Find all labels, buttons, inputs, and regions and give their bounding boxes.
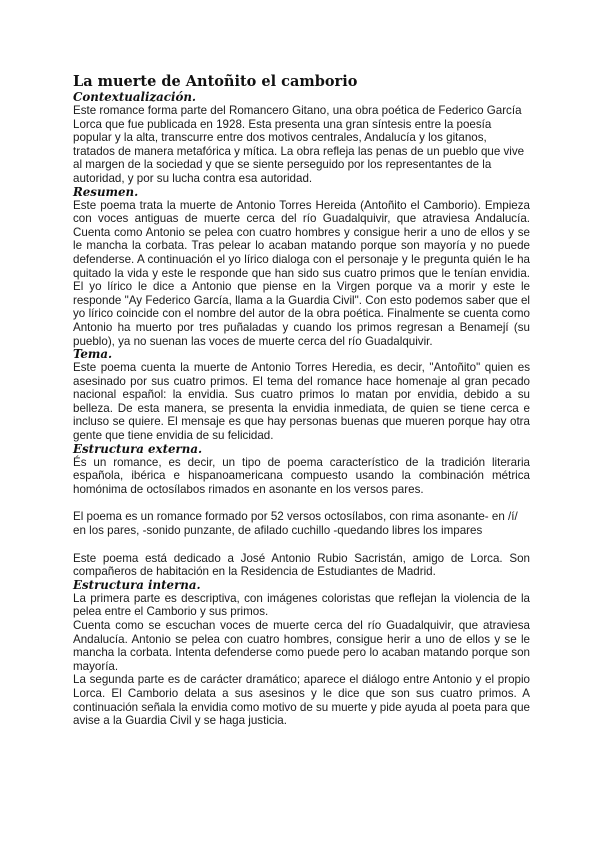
section-heading: Tema. [73,347,113,362]
paragraph: Este poema cuenta la muerte de Antonio Torres Heredia, es decir, "Antoñito" quien es asesinado por sus cuatro primos. El tema del romance hace homenaje al gran pecado nacional español: la envidia. Sus cuatro primos lo matan por envidia, debido a su belleza. De esta manera, se presenta la envidia inmediata, de quien se tiene cerca e incluso se quiere. El mensaje es que hay personas buenas que mueren porque hay otra gente que tiene envidia de su felicidad. [73,361,530,443]
document-title: La muerte de Antoñito el camborio [73,73,358,90]
section-estructura-externa [73,443,530,579]
paragraph: Este romance forma parte del Romancero Gitano, una obra poética de Federico García Lorca que fue publicada en 1928. Esta presenta una gran síntesis entre la poesía popular y la alta, transcurre entre dos motivos centrales, Andalucía y los gitanos, tratados de manera metafórica y mítica. La obra refleja las penas de un pueblo que vive al margen de la sociedad y que se siente perseguido por los representantes de la autoridad, y por su lucha contra esa autoridad. [73,104,525,185]
section-contextualizacion [73,91,530,186]
paragraph: Cuenta como se escuchan voces de muerte cerca del río Guadalquivir, que atraviesa Andalucía. Antonio se pelea con cuatro hombres, consigue herir a uno de ellos y se le mancha la corbata. Intenta defenderse como puede pero lo acaban matando porque son mayoría. [73,619,530,673]
section-heading: Estructura interna. [73,577,201,592]
paragraph: La primera parte es descriptiva, con imágenes coloristas que reflejan la violencia de la pelea entre el Camborio y sus primos. [73,591,530,619]
blank-line [73,538,530,552]
section-resumen [73,186,530,349]
section-heading: Estructura externa. [73,441,203,456]
section-heading: Resumen. [73,184,139,199]
document-page [73,74,530,728]
section-tema [73,348,530,443]
section-estructura-interna [73,579,530,728]
paragraph: La segunda parte es de carácter dramático; aparece el diálogo entre Antonio y el propio Lorca. El Camborio delata a sus asesinos y le dice que son sus cuatro primos. A continuación señala la envidia como motivo de su muerte y pide ayuda al poeta para que avise a la Guardia Civil y se haga justicia. [73,673,530,728]
paragraph: Este poema está dedicado a José Antonio Rubio Sacristán, amigo de Lorca. Son compañeros de habitación en la Residencia de Estudiantes de Madrid. [73,551,530,579]
blank-line [73,496,530,510]
paragraph: Este poema trata la muerte de Antonio Torres Hereida (Antoñito el Camborio). Empieza con voces antiguas de muerte cerca del río Guadalquivir, que atraviesa Andalucía. Cuenta como Antonio se pelea con cuatro hombres y consigue herir a uno de ellos y se le mancha la corbata. Tras pelear lo acaban matando porque son mayoría y no puede defenderse. A continuación el yo lírico dialoga con el personaje y le pregunta quién le ha quitado la vida y este le responde que han sido sus cuatro primos que le tenían envidia. El yo lírico le dice a Antonio que piense en la Virgen porque va a morir y este le responde "Ay Federico García, llama a la Guardia Civil". Con esto podemos saber que el yo lírico coincide con el nombre del autor de la obra poética. Finalmente se cuenta como Antonio ha muerto por tres puñaladas y cuando los primos regresan a Benamejí (su pueblo), ya no suenan las voces de muerte cerca del río Guadalquivir. [73,198,530,348]
paragraph: És un romance, es decir, un tipo de poema característico de la tradición literaria española, ibérica e hispanoamericana compuesto usando la combinación métrica homónima de octosílabos rimados en asonante en los versos pares. [73,455,530,496]
section-heading: Contextualización. [73,90,197,104]
paragraph: El poema es un romance formado por 52 versos octosílabos, con rima asonante- en /í/ en los pares, -sonido punzante, de afilado cuchillo -quedando libres los impares [73,510,518,538]
